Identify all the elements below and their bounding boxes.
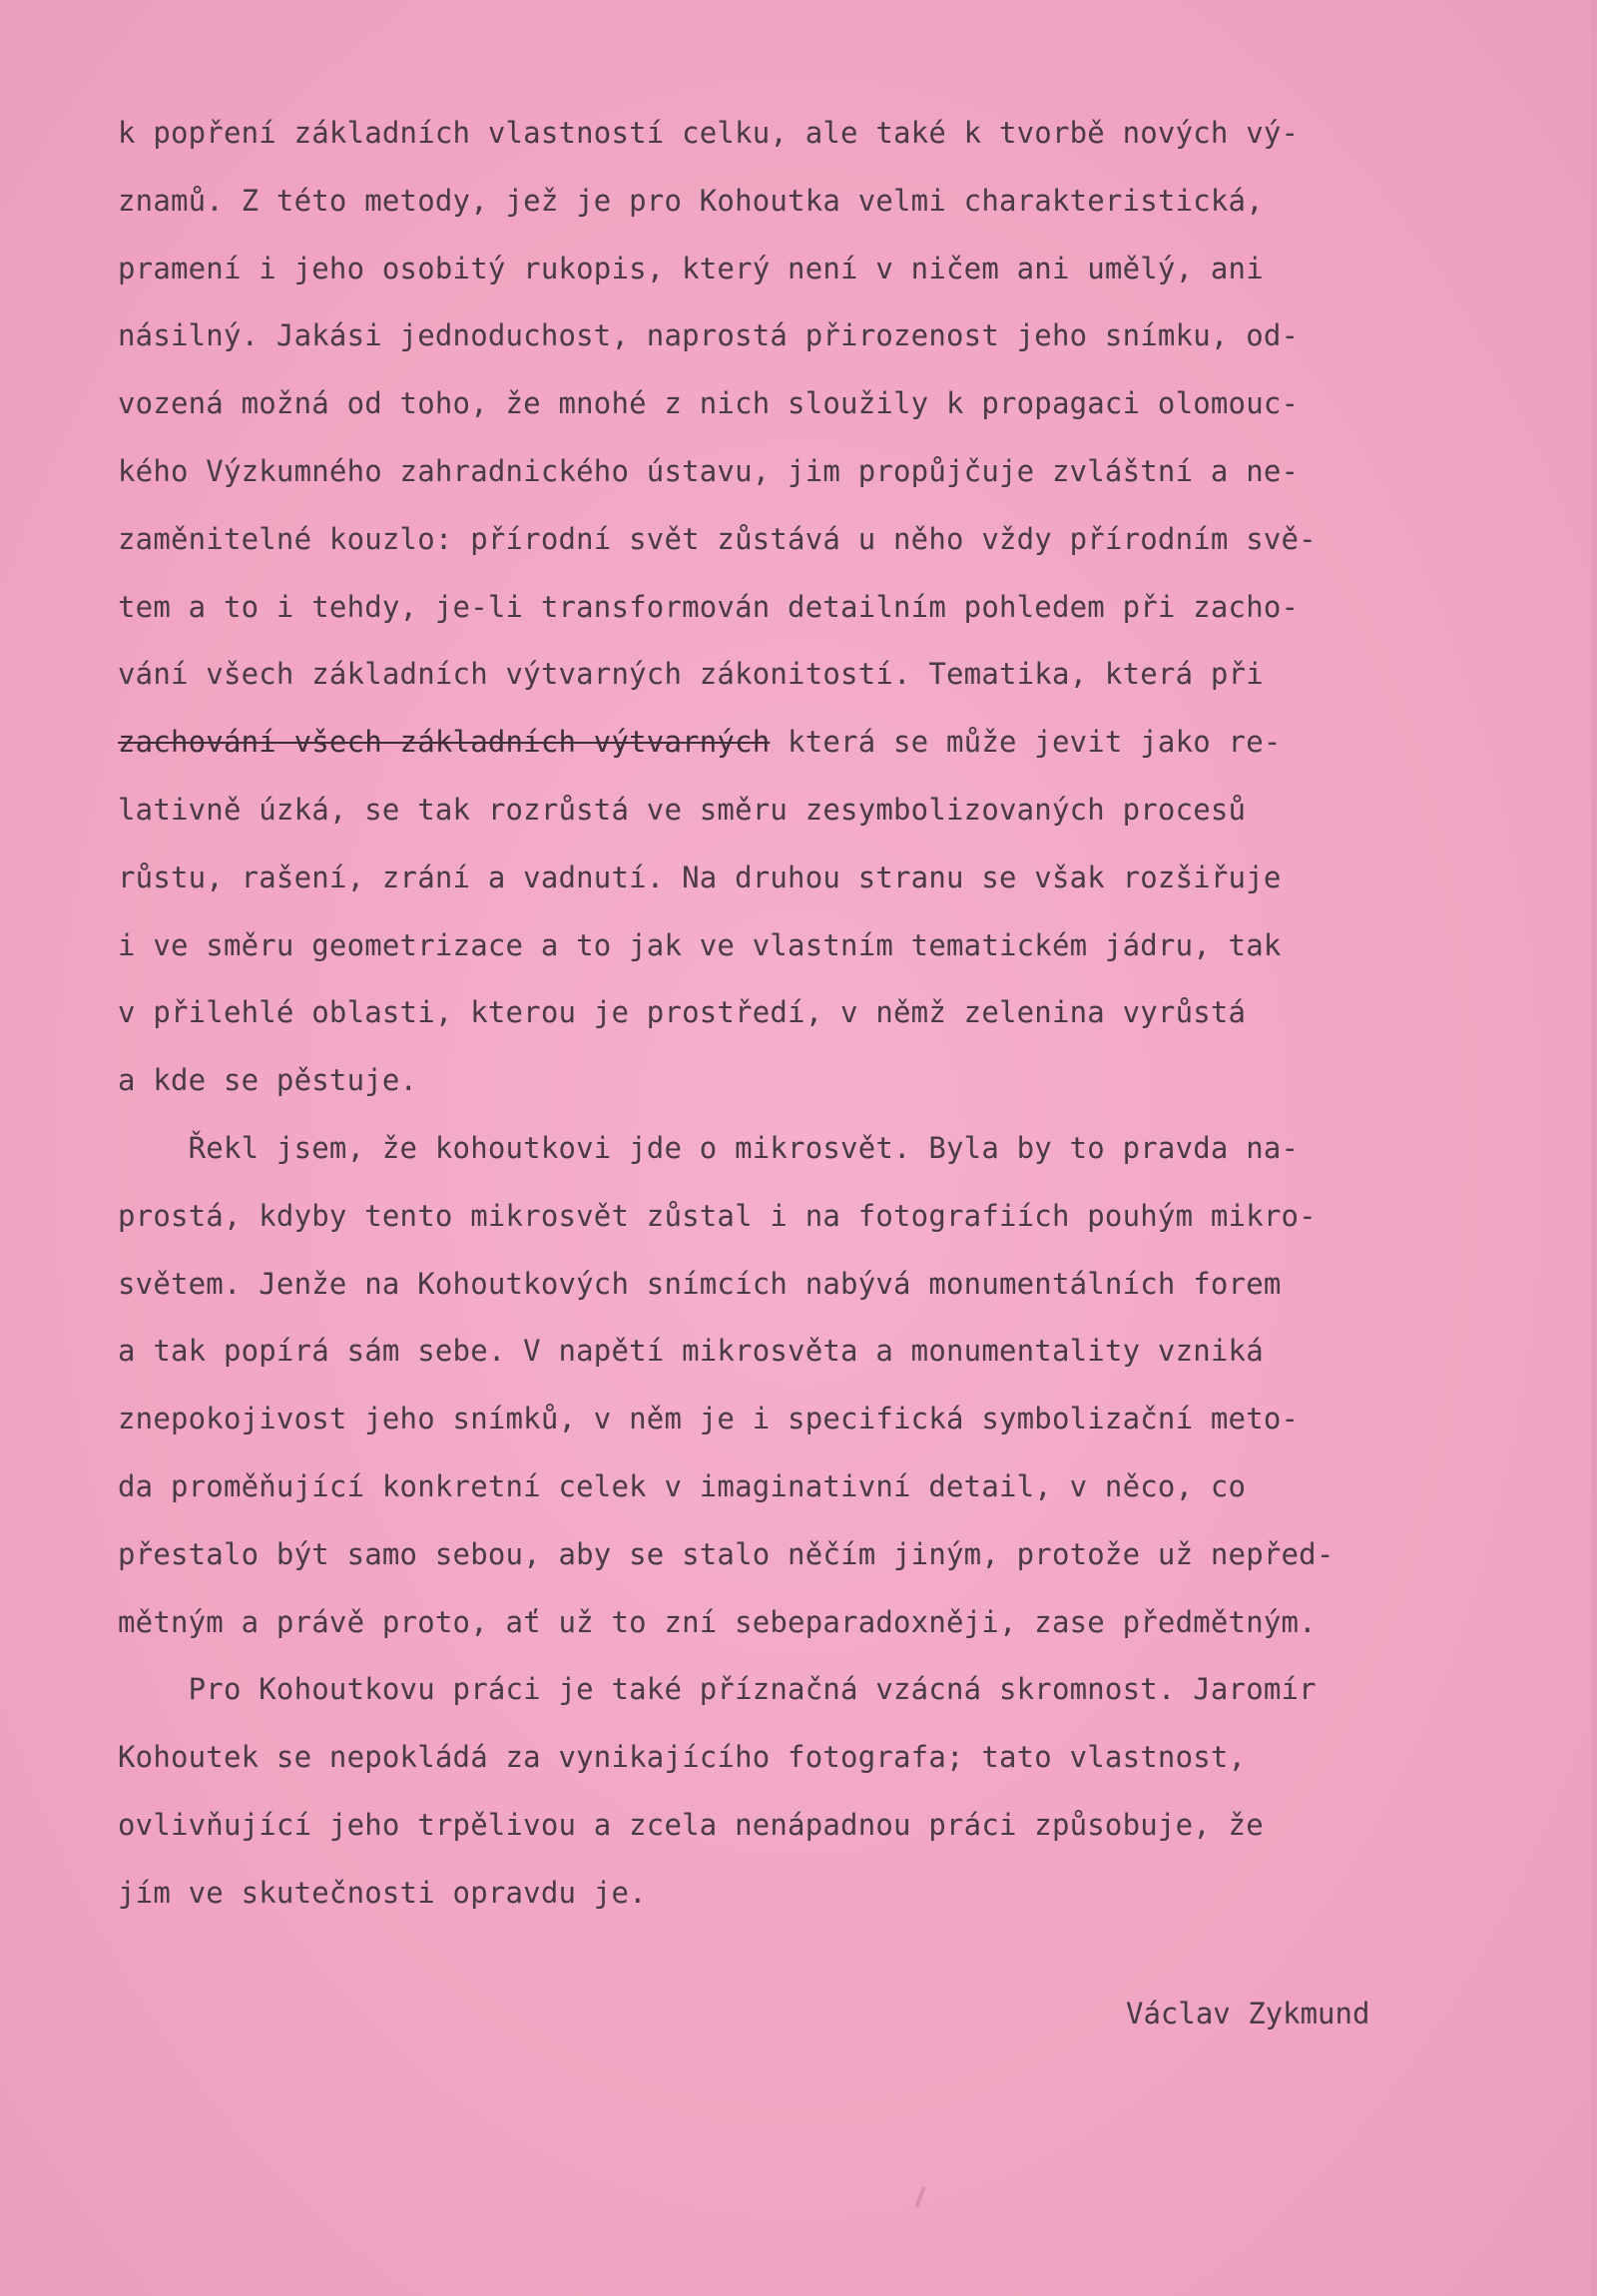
text-line: da proměňující konkretní celek v imaginativní detail, v něco, co xyxy=(118,1468,1247,1503)
text-line-rest: která se může jevit jako re- xyxy=(770,725,1282,760)
text-line: tem a to i tehdy, je-li transformován detailním pohledem při zacho- xyxy=(118,589,1300,624)
text-line: mětným a právě proto, ať už to zní sebeparadoxněji, zase předmětným. xyxy=(118,1604,1317,1639)
text-line: vání všech základních výtvarných zákonitostí. Tematika, která při xyxy=(118,657,1264,692)
text-line: Kohoutek se nepokládá za vynikajícího fotografa; tato vlastnost, xyxy=(118,1740,1247,1775)
text-line: znepokojivost jeho snímků, v něm je i specifická symbolizační meto- xyxy=(118,1402,1300,1436)
text-line: lativně úzká, se tak rozrůstá ve směru zesymbolizovaných procesů xyxy=(118,792,1247,827)
author-signature: Václav Zykmund xyxy=(1126,1997,1370,2030)
text-line: ovlivňující jeho trpělivou a zcela nenápadnou práci způsobuje, že xyxy=(118,1807,1264,1842)
text-line: znamů. Z této metody, jež je pro Kohoutka velmi charakteristická, xyxy=(118,183,1264,218)
text-line: jím ve skutečnosti opravdu je. xyxy=(118,1875,647,1910)
struck-out-text: zachování všech základních výtvarných xyxy=(118,725,771,760)
text-line: násilný. Jakási jednoduchost, naprostá přirozenost jeho snímku, od- xyxy=(118,318,1300,353)
paper-mark xyxy=(914,2186,925,2208)
text-line: a tak popírá sám sebe. V napětí mikrosvěta a monumentality vzniká xyxy=(118,1334,1264,1369)
text-line: i ve směru geometrizace a to jak ve vlastním tematickém jádru, tak xyxy=(118,927,1282,962)
text-line: Řekl jsem, že kohoutkovi jde o mikrosvět. Byla by to pravda na- xyxy=(118,1130,1300,1165)
text-line: světem. Jenže na Kohoutkových snímcích nabývá monumentálních forem xyxy=(118,1266,1282,1301)
text-line: kého Výzkumného zahradnického ústavu, jim propůjčuje zvláštní a ne- xyxy=(118,453,1300,488)
text-line: růstu, rašení, zrání a vadnutí. Na druhou stranu se však rozšiřuje xyxy=(118,860,1282,894)
body-text xyxy=(118,108,1575,1936)
text-line: Pro Kohoutkovu práci je také příznačná vzácná skromnost. Jaromír xyxy=(118,1672,1317,1707)
text-line: a kde se pěstuje. xyxy=(118,1063,418,1098)
text-line: k popření základních vlastností celku, ale také k tvorbě nových vý- xyxy=(118,116,1300,150)
text-line: zaměnitelné kouzlo: přírodní svět zůstává u něho vždy přírodním svě- xyxy=(118,521,1317,556)
text-line: pramení i jeho osobitý rukopis, který není v ničem ani umělý, ani xyxy=(118,251,1264,286)
paper-edge xyxy=(1591,0,1597,2296)
text-line: přestalo být samo sebou, aby se stalo něčím jiným, protože už nepřed- xyxy=(118,1536,1334,1571)
text-line: vozená možná od toho, že mnohé z nich sloužily k propagaci olomouc- xyxy=(118,386,1300,421)
text-line: prostá, kdyby tento mikrosvět zůstal i na fotografiích pouhým mikro- xyxy=(118,1198,1317,1233)
text-line: v přilehlé oblasti, kterou je prostředí, v němž zelenina vyrůstá xyxy=(118,995,1247,1030)
text-line-with-strikeout xyxy=(118,717,1575,785)
